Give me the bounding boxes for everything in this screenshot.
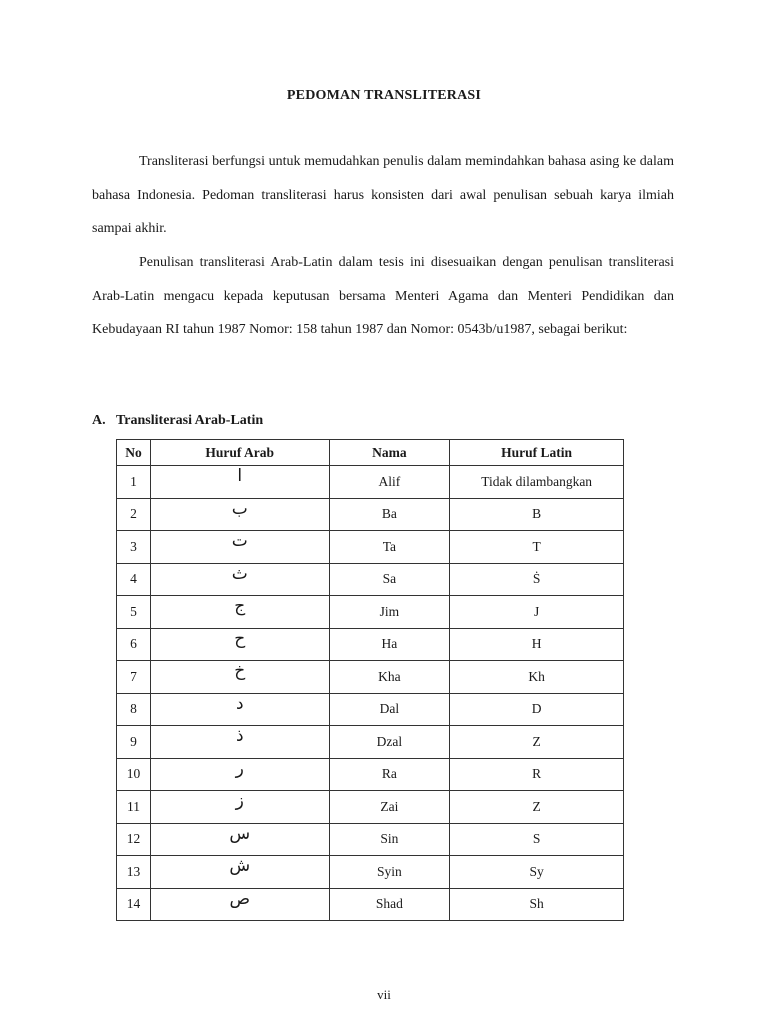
cell-huruf-latin-text: R [532,766,542,782]
cell-nama-text: Dal [379,701,400,717]
cell-huruf-latin-text: B [532,506,542,522]
table-body [117,466,624,921]
cell-huruf-arab-text: ح [234,628,246,649]
cell-nama [329,856,450,889]
cell-huruf-latin [450,563,624,596]
cell-no [117,596,151,629]
cell-huruf-latin-text: J [533,603,540,619]
cell-huruf-arab-text: خ [234,661,246,682]
cell-no [117,758,151,791]
table-row [117,628,624,661]
cell-no [117,628,151,661]
cell-huruf-arab-text: ش [229,856,251,877]
cell-nama-text: Sa [382,571,397,587]
cell-huruf-latin [450,888,624,921]
cell-huruf-arab [150,466,329,499]
cell-huruf-arab-text: ز [235,791,244,812]
cell-no [117,823,151,856]
cell-nama-text: Kha [378,668,401,684]
cell-no-text: 6 [130,636,137,652]
cell-huruf-arab [150,856,329,889]
cell-no-text: 7 [130,668,137,684]
cell-no-text: 10 [126,766,141,782]
cell-nama-text: Alif [378,473,401,489]
cell-huruf-arab [150,596,329,629]
cell-huruf-arab-text: ت [231,531,248,552]
cell-no-text: 11 [126,798,140,814]
cell-huruf-arab [150,563,329,596]
header-no: No [117,440,151,466]
table-row [117,856,624,889]
cell-huruf-latin [450,661,624,694]
cell-huruf-arab [150,693,329,726]
cell-huruf-latin [450,531,624,564]
cell-huruf-latin-text: S [532,831,541,847]
cell-nama-text: Ba [381,506,397,522]
cell-no [117,466,151,499]
header-huruf-arab: Huruf Arab [150,440,329,466]
cell-no-text: 3 [130,538,137,554]
header-nama: Nama [329,440,450,466]
cell-nama [329,628,450,661]
table-row [117,661,624,694]
cell-no [117,693,151,726]
cell-nama-text: Ta [382,538,397,554]
cell-nama [329,823,450,856]
cell-no [117,856,151,889]
cell-no [117,791,151,824]
cell-huruf-arab [150,628,329,661]
cell-huruf-arab-text: ذ [235,726,244,747]
table-row [117,726,624,759]
table-row [117,823,624,856]
cell-huruf-latin-text: Sh [529,896,544,912]
cell-huruf-arab-text: ص [229,888,250,909]
cell-nama-text: Syin [377,863,402,879]
cell-huruf-latin [450,856,624,889]
section-title: Transliterasi Arab-Latin [116,413,264,428]
cell-huruf-latin [450,726,624,759]
cell-no [117,726,151,759]
cell-huruf-arab [150,791,329,824]
cell-no [117,498,151,531]
cell-nama [329,498,450,531]
cell-huruf-latin-text: Ṡ [532,571,541,587]
page-title: PEDOMAN TRANSLITERASI [286,88,482,103]
table-row [117,498,624,531]
cell-huruf-latin-text: Sy [529,863,544,879]
cell-huruf-latin-text: D [531,701,542,717]
cell-huruf-arab-text: ر [235,758,244,779]
cell-huruf-latin-text: H [531,636,542,652]
cell-no-text: 9 [130,733,137,749]
cell-nama [329,531,450,564]
table-row [117,596,624,629]
cell-huruf-latin-text: Kh [528,668,545,684]
cell-no [117,888,151,921]
paragraph-reference: Penulisan transliterasi Arab-Latin dalam tesis ini disesuaikan dengan penulisan transliterasi Arab-Latin mengacu kepada keputusan bersama Menteri Agama dan Menteri Pendidikan dan Kebudayaan RI tahun 1987 Nomor: 158 tahun 1987 dan Nomor: 0543b/u1987, sebagai berikut: [92,255,674,337]
cell-huruf-latin [450,628,624,661]
cell-no-text: 14 [126,896,141,912]
cell-huruf-latin [450,596,624,629]
table-row [117,791,624,824]
header-huruf-latin: Huruf Latin [450,440,624,466]
cell-nama [329,726,450,759]
table-row [117,693,624,726]
table-row [117,758,624,791]
table-row [117,888,624,921]
transliteration-table [116,439,624,921]
cell-huruf-latin-text: Z [532,798,541,814]
cell-huruf-latin [450,823,624,856]
cell-nama-text: Zai [380,798,399,814]
cell-nama-text: Sin [380,831,399,847]
cell-huruf-arab [150,726,329,759]
cell-huruf-arab-text: س [229,823,251,844]
cell-huruf-latin [450,693,624,726]
cell-nama [329,563,450,596]
cell-no-text: 8 [130,701,137,717]
cell-nama [329,466,450,499]
section-letter: A. [92,413,106,428]
paragraph-intro: Transliterasi berfungsi untuk memudahkan penulis dalam memindahkan bahasa asing ke dalam bahasa Indonesia. Pedoman transliterasi harus konsisten dari awal penulisan sebuah karya ilmiah sampai akhir. [92,154,674,236]
cell-huruf-arab-text: ج [234,596,246,617]
table-row [117,563,624,596]
cell-nama-text: Dzal [376,733,403,749]
cell-no-text: 13 [126,863,141,879]
cell-no-text: 1 [130,473,137,489]
cell-huruf-arab [150,823,329,856]
cell-huruf-arab [150,498,329,531]
table-row [117,531,624,564]
cell-no [117,531,151,564]
cell-huruf-arab-text: د [235,693,244,714]
cell-huruf-arab [150,888,329,921]
cell-nama [329,596,450,629]
cell-huruf-latin [450,466,624,499]
cell-huruf-latin-text: T [532,538,541,554]
cell-no-text: 5 [130,603,137,619]
section-heading [92,413,263,429]
table-header-row [117,440,624,466]
cell-no-text: 2 [130,506,137,522]
cell-huruf-arab [150,531,329,564]
cell-nama [329,693,450,726]
cell-huruf-latin-text: Tidak dilambangkan [481,473,593,489]
cell-nama [329,758,450,791]
cell-huruf-arab [150,758,329,791]
cell-nama-text: Shad [375,896,403,912]
cell-huruf-arab-text: ث [231,563,248,584]
cell-nama [329,888,450,921]
cell-huruf-latin [450,498,624,531]
cell-no [117,563,151,596]
cell-huruf-latin [450,791,624,824]
cell-nama-text: Ra [381,766,397,782]
cell-huruf-arab-text: ب [231,498,248,519]
cell-huruf-arab-text: ا [237,466,243,487]
cell-huruf-arab [150,661,329,694]
cell-huruf-latin-text: Z [532,733,541,749]
table-row [117,466,624,499]
cell-no [117,661,151,694]
cell-nama-text: Ha [381,636,398,652]
cell-huruf-latin [450,758,624,791]
cell-nama [329,791,450,824]
cell-no-text: 4 [130,571,137,587]
cell-nama-text: Jim [379,603,400,619]
cell-nama [329,661,450,694]
cell-no-text: 12 [126,831,141,847]
page-number: vii [377,987,391,1002]
